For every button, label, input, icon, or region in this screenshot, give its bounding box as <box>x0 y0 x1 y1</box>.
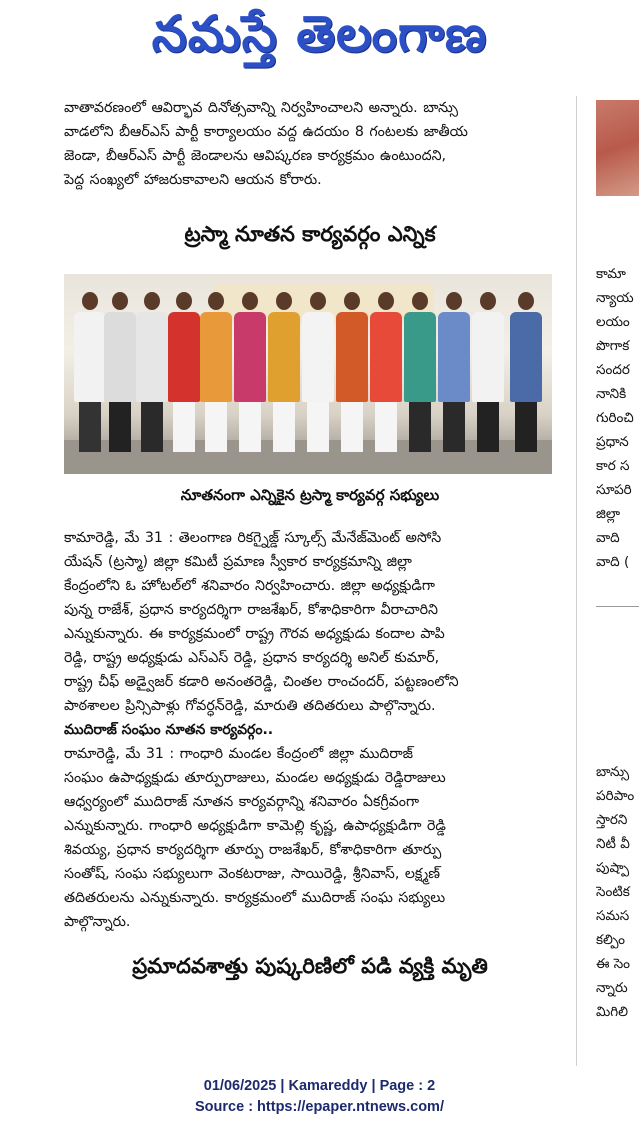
adjacent-line: మిగిలి <box>596 1004 629 1020</box>
article-line: పాఠశాలల ప్రిన్సిపాళ్లు గోవర్ధన్‌రెడ్డి, మారుతి తదితరులు పాల్గొన్నారు. <box>64 698 436 714</box>
article-line: జెండా, బీఆర్ఎస్ పార్టీ జెండాలను ఆవిష్కరణ కార్యక్రమం ఉంటుందని, <box>64 148 447 164</box>
article-body <box>64 742 556 934</box>
adjacent-line: వాది ( <box>596 554 630 570</box>
adjacent-line: బాన్సు <box>596 764 630 780</box>
adjacent-line: సెంటిక <box>596 884 630 900</box>
adjacent-line: జిల్లా <box>596 506 621 522</box>
adjacent-line: సందర <box>596 362 630 378</box>
adjacent-line: స్తారని <box>596 812 628 828</box>
article-line: రామారెడ్డి, మే 31 : గాంధారి మండల కేంద్రంలో జిల్లా ముదిరాజ్ <box>64 746 414 762</box>
article-line: శివయ్య, ప్రధాన కార్యదర్శిగా తూర్పు రాజశేఖర్, కోశాధికారిగా తూర్పు <box>64 842 442 858</box>
article-line: పెద్ద సంఖ్యలో హాజరుకావాలని ఆయన కోరారు. <box>64 172 322 188</box>
main-column <box>64 96 556 984</box>
adjacent-line: న్యాయ <box>596 290 634 306</box>
article-line: పున్న రాజేశ్, ప్రధాన కార్యదర్శిగా రాజశేఖర్, కోశాధికారిగా వీరాచారిని <box>64 602 438 618</box>
photo-caption: నూతనంగా ఎన్నికైన ట్రస్మా కార్యవర్గ సభ్యులు <box>180 486 440 504</box>
article-line: ఎన్నుకున్నారు. ఈ కార్యక్రమంలో రాష్ట్ర గౌరవ అధ్యక్షుడు కందాల పాపి <box>64 626 445 642</box>
page-footer <box>0 1076 639 1118</box>
column-divider <box>576 96 577 1066</box>
article-line: సంతోష్, సంఘ సభ్యులుగా వెంకటరాజు, సాయిరెడ్డి, శ్రీనివాస్, లక్ష్మణ్ <box>64 866 441 882</box>
adjacent-column <box>596 96 639 1076</box>
article-line: వాడలోని బీఆర్ఎస్ పార్టీ కార్యాలయం వద్ద ఉదయం 8 గంటలకు జాతీయ <box>64 124 468 140</box>
adjacent-photo <box>596 100 639 196</box>
adjacent-line: లయం <box>596 314 630 330</box>
adjacent-divider <box>596 606 639 607</box>
article-line: పాల్గొన్నారు. <box>64 914 131 930</box>
adjacent-line: ప్రధాన <box>596 434 629 450</box>
adjacent-line: సూపరి <box>596 482 632 498</box>
article-line: యేషన్ (ట్రస్మా) జిల్లా కమిటీ ప్రమాణ స్వీకార కార్యక్రమాన్ని జిల్లా <box>64 554 412 570</box>
adjacent-line: కల్పిం <box>596 932 625 948</box>
article-line: ఆధ్వర్యంలో ముదిరాజ్ నూతన కార్యవర్గాన్ని శనివారం ఏకగ్రీవంగా <box>64 794 420 810</box>
article-line: కేంద్రంలోని ఓ హోటల్‌లో శనివారం నిర్వహించారు. జిల్లా అధ్యక్షుడిగా <box>64 578 435 594</box>
article-line: రెడ్డి, రాష్ట్ర అధ్యక్షుడు ఎస్ఎస్ రెడ్డి, ప్రధాన కార్యదర్శి అనిల్ కుమార్, <box>64 650 440 666</box>
adjacent-line: నిటీ వీ <box>596 836 630 852</box>
adjacent-line: పుష్పా <box>596 860 630 876</box>
masthead <box>0 0 639 80</box>
newspaper-title: నమస్తే తెలంగాణ <box>151 4 488 63</box>
article-line: ఎన్నుకున్నారు. గాంధారి అధ్యక్షుడిగా కామెల్లి కృష్ణ, ఉపాధ్యక్షుడిగా రెడ్డి <box>64 818 446 834</box>
article-line: వాతావరణంలో ఆవిర్భావ దినోత్సవాన్ని నిర్వహించాలని అన్నారు. బాన్సు <box>64 100 458 116</box>
adjacent-line: నానికి <box>596 386 627 402</box>
article-line: కామారెడ్డి, మే 31 : తెలంగాణ రికగ్నైజ్డ్ స్కూల్స్ మేనేజ్‌మెంట్ అసోసి <box>64 530 442 546</box>
article-continuation <box>64 96 556 192</box>
adjacent-line: గురించి <box>596 410 634 426</box>
article-line: సంఘం ఉపాధ్యక్షుడు తూర్పురాజులు, మండల అధ్యక్షుడు రెడ్డిరాజులు <box>64 770 446 786</box>
adjacent-line: పొగాక <box>596 338 630 354</box>
adjacent-line: వాది <box>596 530 620 546</box>
article-line: తదితరులను ఎన్నుకున్నారు. కార్యక్రమంలో ముదిరాజ్ సంఘ సభ్యులు <box>64 890 446 906</box>
article-subhead: ముదిరాజ్ సంఘం నూతన కార్యవర్గం.. <box>64 722 274 738</box>
adjacent-line: ఈ సెం <box>596 956 631 972</box>
article-body <box>64 526 556 718</box>
source-link[interactable]: Source : https://epaper.ntnews.com/ <box>195 1099 444 1115</box>
edition-info: 01/06/2025 | Kamareddy | Page : 2 <box>203 1078 436 1094</box>
adjacent-line: న్నారు <box>596 980 628 996</box>
article-headline: ట్రస్మా నూతన కార్యవర్గం ఎన్నిక <box>184 222 436 246</box>
adjacent-line: కామా <box>596 266 626 282</box>
adjacent-line: పరిపాం <box>596 788 635 804</box>
adjacent-line: సమస <box>596 908 630 924</box>
group-photo <box>64 274 552 474</box>
article-headline: ప్రమాదవశాత్తు పుష్కరిణిలో పడి వ్యక్తి మృతి <box>132 954 488 978</box>
article-line: రాష్ట్ర చీఫ్ అడ్వైజర్ కడారి అనంతరెడ్డి, చింతల రాంచందర్, పట్టణంలోని <box>64 674 459 690</box>
adjacent-line: కార స <box>596 458 630 474</box>
